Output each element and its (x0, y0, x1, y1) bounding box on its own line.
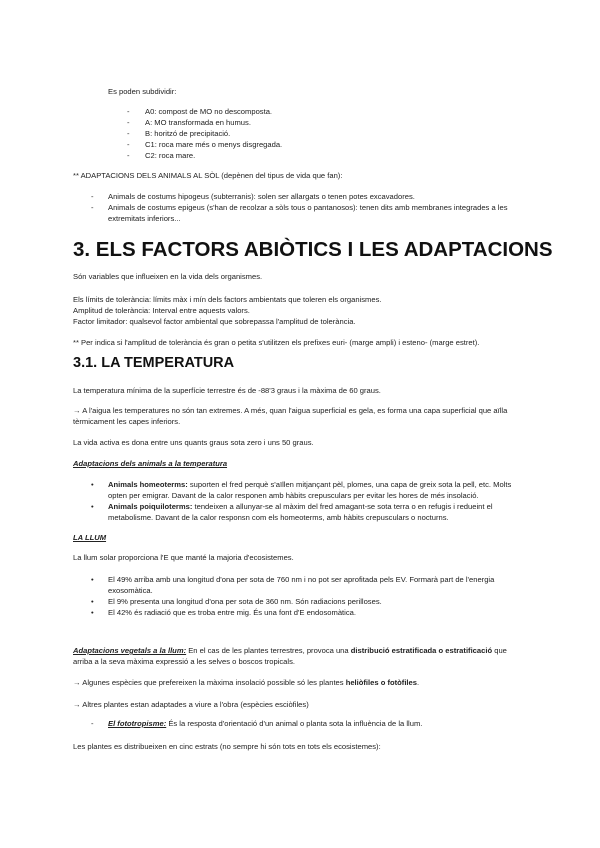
phototropism-text: És la resposta d'orientació d'un animal o planta sota la influència de la llum. (166, 719, 423, 728)
dash-marker: - (91, 719, 94, 728)
active-life-paragraph: La vida activa es dona entre uns quants graus sota zero i uns 50 graus. (73, 438, 314, 447)
temperature-heading: 3.1. LA TEMPERATURA (73, 355, 235, 371)
horizon-item: C2: roca mare. (145, 151, 196, 160)
poikilotherm-term: Animals poiquiloterms: (108, 502, 193, 511)
horizon-item: B: horitzó de precipitació. (145, 129, 231, 138)
heliophile-text: → Algunes espècies que prefereixen la màxima insolació possible só les plantes (73, 678, 346, 687)
temperature-paragraph: La temperatura mínima de la superfície terrestre és de -88'3 graus i la màxima de 60 graus. (73, 386, 381, 395)
soil-adaptations-title: ** ADAPTACIONS DELS ANIMALS AL SÒL (depènen del tipus de vida que fan): (73, 171, 343, 180)
vegetal-text-1: En el cas de les plantes terrestres, provoca una (186, 646, 351, 655)
water-temperature-paragraph: → A l'aigua les temperatures no són tan extremes. A més, quan l'aigua superficial es gela, es forma una capa superficial que aïlla tèrmicament les capes inferiors. (73, 406, 508, 426)
poikilotherm-text: tendeixen a allunyar-se al màxim del fred amagant-se sota terra o en refugis i redueint el metabolisme. Davant de la calor responsn com els homeoterms, amb hàbits crepusculars o nocturns. (108, 502, 493, 522)
phototropism-term: El fototropisme: (108, 719, 167, 728)
homeotherm-term: Animals homeoterms: (108, 480, 188, 489)
horizon-item: C1: roca mare més o menys disgregada. (145, 140, 283, 149)
tolerance-note: ** Per indica si l'amplitud de tolerància és gran o petita s'utilitzen els prefixes euri- (marge ampli) i esteno- (marge estret). (73, 338, 480, 347)
bullet-marker: • (91, 575, 94, 584)
light-heading: LA LLUM (73, 533, 107, 542)
definition-limiting-factor: Factor limitador: qualsevol factor ambiental que sobrepassa l'amplitud de tolerància. (73, 317, 356, 326)
radiation-item: El 9% presenta una longitud d'ona per sota de 360 nm. Són radiacions perilloses. (108, 597, 382, 606)
stratification-term: distribució estratificada o estratificació (350, 646, 493, 655)
heliophile-end: . (417, 678, 420, 687)
animal-adaptations-subheading: Adaptacions dels animals a la temperatura (73, 459, 228, 468)
poikilotherm-item (108, 501, 528, 523)
bullet-marker: • (91, 480, 94, 489)
vegetal-adaptations-term: Adaptacions vegetals a la llum: (73, 646, 187, 655)
homeotherm-item (108, 479, 528, 501)
dash-marker: - (127, 107, 130, 116)
radiation-item: El 42% és radiació que es troba entre mig. És una font d'E endosomàtica. (108, 608, 356, 617)
section-heading: 3. ELS FACTORS ABIÒTICS I LES ADAPTACIONS (73, 238, 553, 261)
dash-marker: - (91, 192, 94, 201)
heliophile-paragraph (73, 677, 419, 688)
bullet-marker: • (91, 608, 94, 617)
dash-marker: - (91, 203, 94, 212)
dash-marker: - (127, 140, 130, 149)
soil-adaptation-item: Animals de costums hipogeus (subterranis): solen ser allargats o tenen potes excavadores. (108, 192, 415, 201)
bullet-marker: • (91, 502, 94, 511)
bullet-marker: • (91, 597, 94, 606)
heliophile-term: heliòfiles o fotòfiles (345, 678, 417, 687)
dash-marker: - (127, 151, 130, 160)
dash-marker: - (127, 118, 130, 127)
horizon-item: A0: compost de MO no descomposta. (145, 107, 273, 116)
horizon-item: A: MO transformada en humus. (145, 118, 251, 127)
definition-amplitude: Amplitud de tolerància: Interval entre aquests valors. (73, 306, 250, 315)
soil-adaptation-item: Animals de costums epigeus (s'han de recolzar a sòls tous o pantanosos): tenen dits amb membranes integrades a les extremitats inferiors... (108, 203, 508, 223)
light-paragraph: La llum solar proporciona l'E que manté la majoria d'ecosistemes. (73, 553, 294, 562)
subdivide-text: Es poden subdividir: (108, 87, 177, 96)
radiation-item: El 49% arriba amb una longitud d'ona per sota de 760 nm i no pot ser aprofitada pels EV. Formarà part de l'energia exosomàtica. (108, 575, 495, 595)
phototropism-item (108, 718, 422, 729)
section-intro: Són variables que influeixen en la vida dels organismes. (73, 272, 263, 281)
vegetal-text-2: que arriba a la seva màxima expressió a les selves o boscos tropicals. (73, 646, 507, 666)
vegetal-adaptations-paragraph (73, 645, 528, 667)
dash-marker: - (127, 129, 130, 138)
strata-paragraph: Les plantes es distribueixen en cinc estrats (no sempre hi són tots en tots els ecosistemes): (73, 742, 381, 751)
sciophile-paragraph: → Altres plantes estan adaptades a viure a l'obra (espècies esciòfiles) (73, 700, 309, 709)
definition-limits: Els límits de tolerància: límits màx i mín dels factors ambientats que toleren els organismes. (73, 295, 382, 304)
homeotherm-text: suporten el fred perquè s'aïllen mitjançant pèl, plomes, una capa de greix sota la pell, etc. Molts opten per emigrar. Davant de la calor responen amb hàbits crepusculars per evitar les hores de més insolació. (108, 480, 512, 500)
